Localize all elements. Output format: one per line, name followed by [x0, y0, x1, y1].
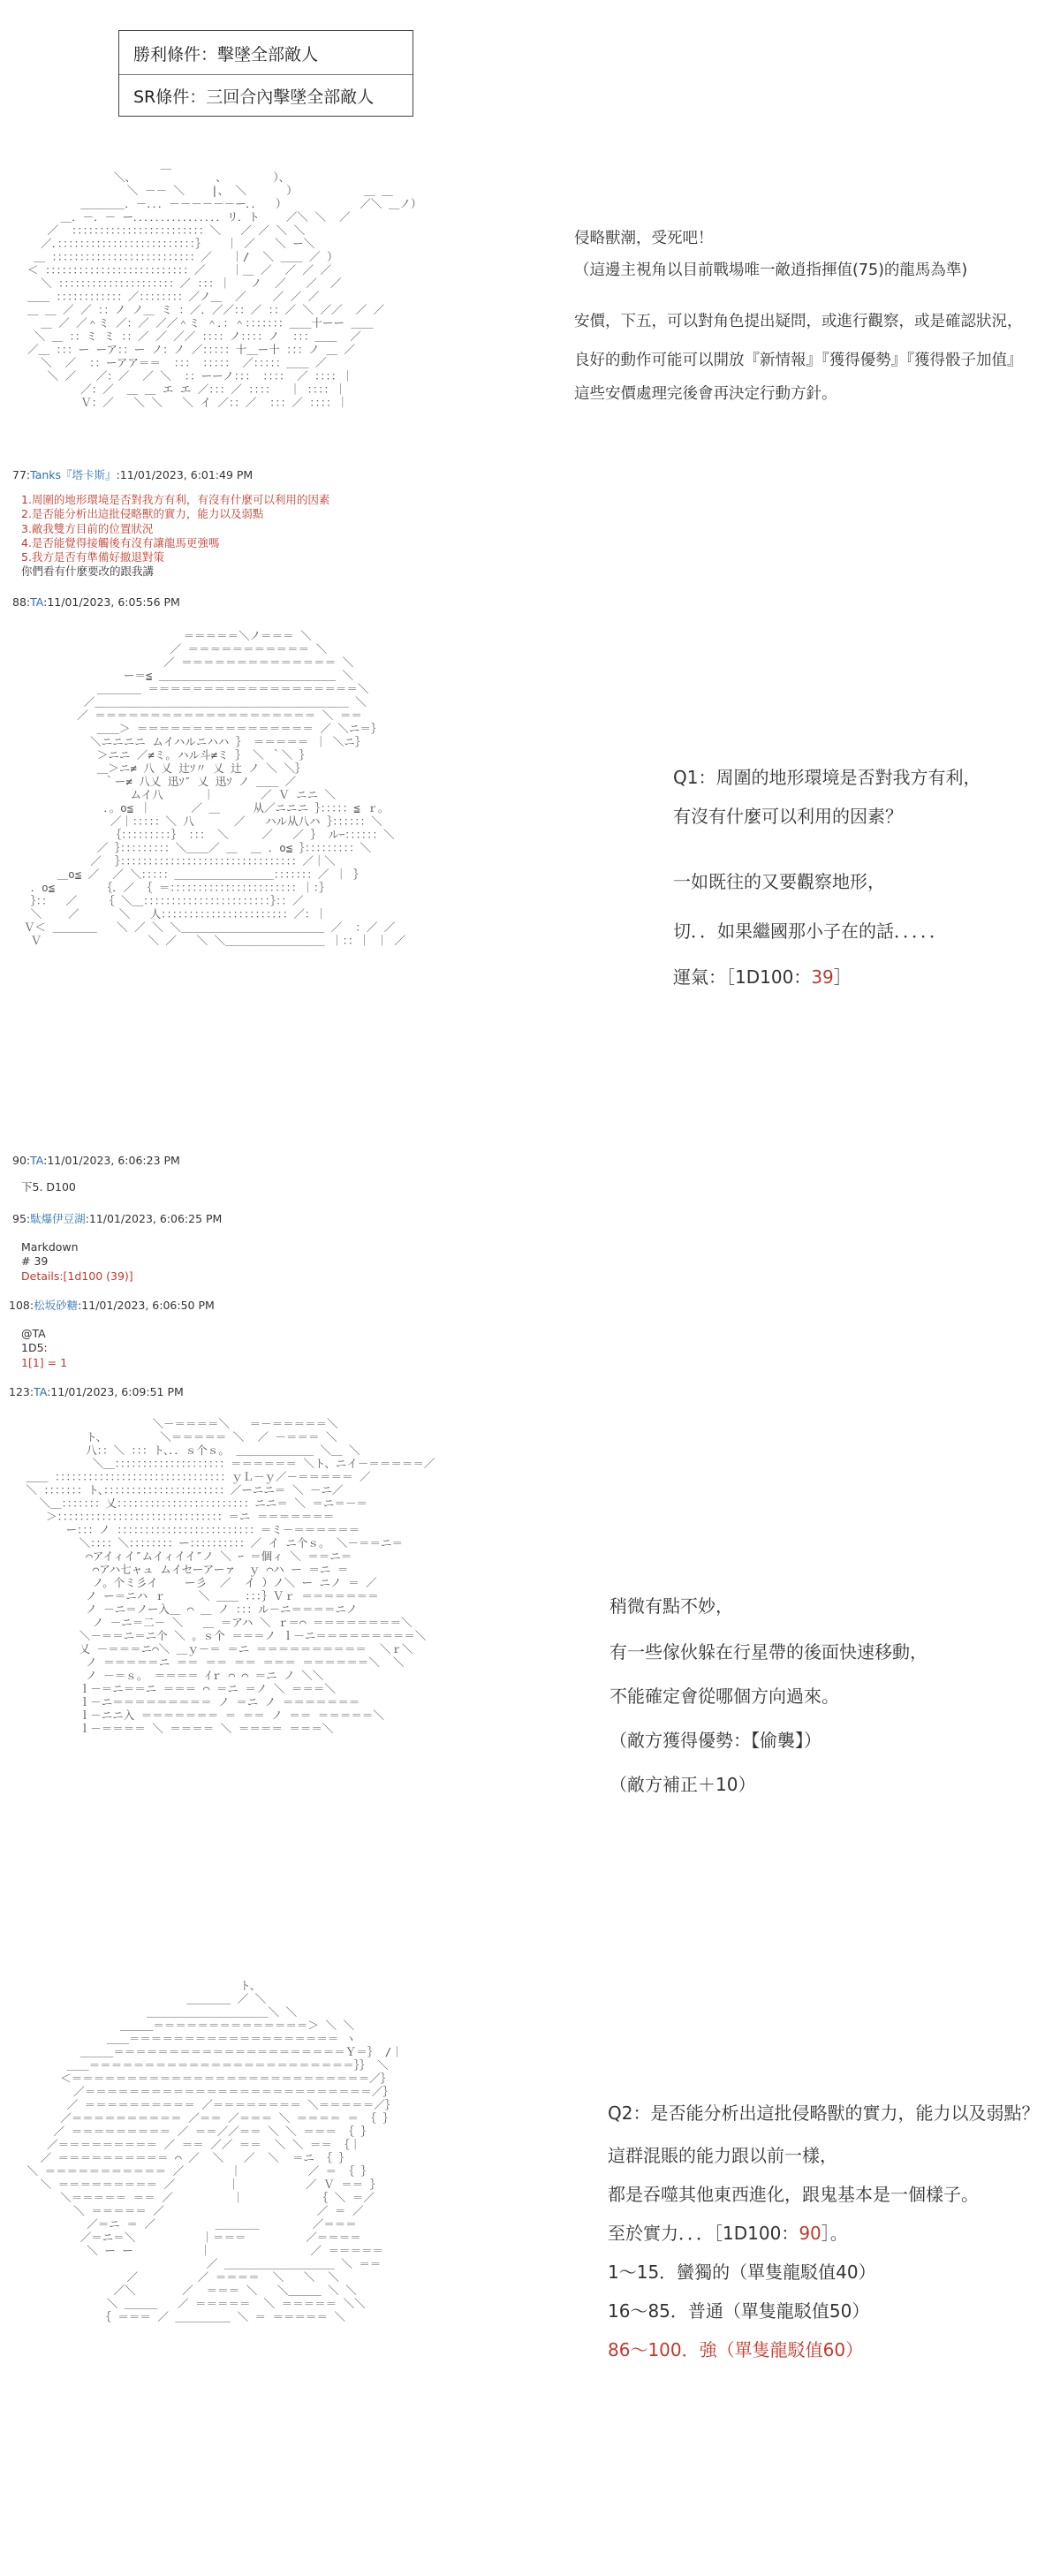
- post-timestamp: :11/01/2023, 6:06:23 PM: [43, 1154, 180, 1167]
- scene2-line-1: 稍微有點不妙，: [610, 1595, 733, 1617]
- post-line: @TA: [21, 1327, 46, 1340]
- conditions-box: [118, 30, 413, 117]
- roll-value: 39: [811, 966, 834, 988]
- post-timestamp: :11/01/2023, 6:06:50 PM: [78, 1299, 215, 1312]
- poster-name-link[interactable]: TA: [34, 1385, 48, 1398]
- scene2-line-3: 不能確定會從哪個方向過來。: [610, 1686, 839, 1707]
- intro-line-3: 安價，下五，可以對角色提出疑問，或進行觀察，或是確認狀況，: [574, 313, 1023, 330]
- roll-end: ］: [833, 966, 852, 988]
- scene2-line-2: 有一些傢伙躲在行星帶的後面快速移動，: [610, 1641, 928, 1663]
- post-line: 1D5:: [21, 1341, 48, 1355]
- post-number: 95:: [12, 1212, 31, 1225]
- post-line: # 39: [21, 1254, 49, 1269]
- post-line: Markdown: [21, 1240, 79, 1254]
- post-number: 108:: [9, 1299, 34, 1312]
- poster-name-link[interactable]: 駄爆伊豆湖: [30, 1212, 86, 1225]
- q1-line-1: 一如既往的又要觀察地形，: [673, 871, 885, 892]
- post-number: 123:: [9, 1385, 34, 1398]
- post-header-90: [12, 1154, 180, 1167]
- post-number: 90:: [12, 1154, 31, 1167]
- ascii-art-dragon: ＿ ＼、 、 ）、 ＼ －－ ＼ |、 ＼ ） ＿ ＿ ＿＿＿＿．－．．．－－－－－－ー．． ） ／＼ ＿ノ） ＿．－．－ ー．．．．．．．．．．．．．．．．リ．ト ／＼ ＼ ／ ／ ：：：：：：：：：：：：：：：：：：：：：：：：＼ ／ ／ ＼ ＼ ／．：：：：：：：：：：：：：：：：：：：：：：：：：｝ ｜ ／ ＼ ー＼ ＿ ：：：：：：：：：：：：：：：：：：：：：：：：：：／ ｜/ ＼ ＿＿ ／ ） ＜ ：：：：：：：：：：：：：：：：：：：：：：：：：：／ ｜＿ ／ ／ ／ ／ ＼ ：：：：：：：：：：：：：：：：：：：：：／ ：：：｜ ノ ／ ／ ／ ＿＿ ：：：：：：：：：：：：／：：：：：：：：／ノ＿ ／ ／ ／ ／ ＿ ＿ ／ ／ ：：ノ ノ＿ ミ ：／．／／：：／ ：：／ ＼ ／／ ／ ／ ＿ ／ ／＾ミ ／：／ ／／＾ミ ＾．：＾：：：：：：：＿＿十ーー ＿＿ ＼ ＿ ：：ミ ミ ：：／ ／ ／／ ：：：：ノ：：：：ノ ：：：＿＿ ／ ／＿ ：：：ー ーア：：ー ノ：ノ ／：：：：：十＿ー十 ：：：ノ ＿ ／ ＼ ／ ：：ーアア＝＝ ：：： ：：：：： ／：：：：：＿＿ ／ ＼ ／ ／：／ ／ ＼ ：：ーーノ：：： ：：：： ／ ：：：：｜ ／：／ ＿ ＿ エ エ ／：：：／ ：：：： ｜ ：：：：｜ Ｖ：／ ＼ ＼ ＼ イ ／：：／ ：：：／ ：：：：｜: [27, 157, 422, 409]
- post-body-77: [21, 493, 329, 580]
- intro-line-4: 良好的動作可能可以開放『新情報』『獲得優勢』『獲得骰子加值』: [574, 352, 1023, 369]
- scene2-line-5: （敵方補正＋10）: [610, 1774, 756, 1795]
- post-line: 1[1] = 1: [21, 1355, 68, 1369]
- post-timestamp: :11/01/2023, 6:06:25 PM: [85, 1212, 223, 1225]
- roll-label: 運氣：［1D100：: [673, 966, 812, 988]
- ascii-art-warrior: ＝＝＝＝＝＼ノ＝＝＝ ＼ ／ ＝＝＝＝＝＝＝＝＝＝＝ ＼ ／ ＝＝＝＝＝＝＝＝＝＝＝＝＝＝ ＼ ー＝≦ ＿＿＿＿＿＿＿＿＿＿＿＿＿＿＿＿ ＼ ＿＿＿＿ ＝＝＝＝＝＝＝＝＝＝＝＝＝＝＝＝＝＝＝＼ ／＿＿＿＿＿＿＿＿＿＿＿＿＿＿＿＿＿＿＿＿＿＿＿ ＼ ／ ＝＝＝＝＝＝＝＝＝＝＝＝＝＝＝＝＝＝＝＝ ＼ ＝＝ ＿＿＞ ＝＝＝＝＝＝＝＝＝＝＝＝＝＝＝＝ ／ ＼ニ＝｝ ＼ニニニニ ムイハルニハハ ｝ ＝＝＝＝＝ ｜ ＼ニ｝ ＞ニニ ／≠ミ｡ ハル斗≠ミ ｝ ＼ ｀＼ ｝ ＿＞ニ≠ 八 乂 辻ｿ〃 乂 辻 ノ ＼ ＼｝ ｀ー≠ 八乂 迅ｿ″ 乂 迅ｿ ノ ＿＿ ／ ムイ八 ｜ ／ Ｖ ニニ ＼ ．。o≦ ｜ ／ ＿ 从／ニニニ ｝：：：：：≦ ｒ。 ／｜：：：：：＼ 八 ／ ハル从八ハ ｝：：：：：：＼ ｛：：：：：：：：：｝ ：：： ＼ ／ ／ ｝ ルｰ：：：：：：＼ ／ ｝：：：：：：：：：＼＿＿／ ＿ ＿ ．o≦ ｝：：：：：：：：：＼ ／ ｝：：：：：：：：：：：：：：：：：：：：：：：：：：：：：：：：／｜＼ ＿o≦ ／ ／ ＼：：：：：＿＿＿＿＿＿＿＿＿：：：：：：：／ ｜ ｝ ．o≦ ｛．／ ｛ ＝：：：：：：：：：：：：：：：：：：：：：：：｜：｝ ｝：： ／ ｛ ＼＿：：：：：：：：：：：：：：：：：：：：：：：｝：：／ ＼ ／ ＼ 人：：：：：：：：：：：：：：：：：：：：：：：／：｜ Ｖ＜ ＿＿＿＿ ＼ ／ ＼ ＼＿＿＿＿＿＿＿＿＿＿＿＿＿ ／ ：／ ／ Ｖ ＼ ／ ＼ ＼＿＿＿＿＿＿＿＿＿ ｜：：｜ ｜ ／: [24, 629, 405, 947]
- q1-roll: [673, 965, 852, 989]
- post-line: Details:[1d100 (39)]: [21, 1269, 133, 1283]
- post-timestamp: :11/01/2023, 6:05:56 PM: [43, 595, 180, 609]
- post-line: 2.是否能分析出這批侵略獸的實力，能力以及弱點: [21, 507, 264, 521]
- intro-line-2: （這邊主視角以目前戰場唯一敵逍指揮值(75)的龍馬為準): [574, 261, 968, 279]
- post-header-77: [12, 466, 253, 482]
- poster-name-link[interactable]: Tanks『塔卡斯』: [30, 468, 117, 481]
- post-line: 1.周圍的地形環境是否對我方有利，有沒有什麼可以利用的因素: [21, 493, 330, 506]
- q1-title-2: 有沒有什麼可以利用的因素？: [673, 806, 903, 827]
- q2-tier-2: 16～85．普通（單隻龍駁值50）: [608, 2300, 870, 2322]
- roll-end: ］。: [821, 2223, 848, 2244]
- post-body-90: 下5. D100: [21, 1180, 76, 1193]
- intro-line-5: 這些安價處理完後會再決定行動方針。: [574, 385, 837, 403]
- q2-tier-1: 1～15．蠻獨的（單隻龍駁值40）: [608, 2262, 876, 2283]
- poster-name-link[interactable]: TA: [30, 595, 44, 609]
- post-line: 5.我方是否有準備好撤退對策: [21, 550, 164, 564]
- ascii-art-mech: ＼－＝＝＝＝＼ ＝－＝＝＝＝＝＼ ト、 ＼＝＝＝＝＝ ＼ ／ －＝＝＝ ＼ 八：：＼ ：：：ト、．．ｓ个ｓ。 ＿＿＿＿＿＿＿ ＼＿ ＼ ＼＿：：：：：：：：：：：：：：：：：：：：＝＝＝＝＝＝ ＼ト、ニイ－＝＝＝＝＝／ ＿＿ ：：：：：：：：：：：：：：：：：：：：：：：：：：：：：：：ｙＬ－ｙ／－＝＝＝＝＝ ／ ＼ ：：：：：：：ト、：：：：：：：：：：：：：：：：：：：：：：／ーニニ＝ ＼ －ニ／ ＼＿：：：：：：：乂：：：：：：：：：：：：：：：：：：：：：：：：ニニ＝ ＼ ＝ニ＝－＝ ＞：：：：：：：：：：：：：：：：：：：：：：：：：：：：：：＝ニ ＝＝＝＝＝＝＝ ー：：：ノ ：：：：：：：：：：：：：：：：：：：：：：：：：＝ミ－＝＝＝＝＝＝ ＼：：：：＼：：：：：：：：ー：：：：：：：：：：／ イ ニ个ｓ。 ＼－＝＝ニ＝ ⌒アイィイ″ムイィイイ″ノ ＼ ｰ ＝個ィ ＼ ＝＝ニ＝ ⌒アハ七ャュ ムイセーアーァ ｙ ⌒ハ ー ＝ニ ＝ ノ。个ミ彡イ ー彡 ／ イ ）ノ＼ ー ニノ ＝ ／ ノ ー＝ニハ ｒ ＼ ＿＿ ：：：｝Ｖｒ ＝＝＝＝＝＝＝ ノ －ニ＝ノー入＿ ⌒ ＿ ノ ：：：ル－ニ＝＝＝＝ニノ ノ －ニ＝二－ ＼ ＿ ＝アハ ＼ ｒ＝⌒ ＝＝＝＝＝＝＝＝＼ ＼－＝＝ニ＝ニ个 ＼ 。ｓ个 ＝＝＝ノ ｌ－ニ＝＝＝＝＝＝＝＝＝＼ 乂 －＝＝＝ニ⌒＼ ＿ｙ－＝ ＝ニ ＝＝＝＝＝＝＝＝＝＝ ＼ｒ＼ ノ ＝＝＝＝＝ニ ＝＝ ＝＝ ＝＝ ＝＝＝ ＝＝＝＝＝＝＼ ＼ ノ －＝ｓ。 ＝＝＝＝ ｲｒ ⌒ ⌒ ＝ニ ノ ＼＼ ｌ－＝ニ＝＝ニ ＝＝＝ ⌒ ＝ニ ＝ノ ＼ ＝＝＝＼ ｌ－ニ＝＝＝＝＝＝＝＝＝ ノ ＝ニ ノ ＝＝＝＝＝＝＝ ｌ－ニニ入 ＝＝＝＝＝＝＝ ＝ ＝＝ ノ ＝＝ ＝＝＝＝＝＼ ｌ－＝＝＝＝ ＼ ＝＝＝＝ ＼ ＝＝＝＝ ＝＝＝＼: [26, 1417, 435, 1735]
- q2-line-2: 都是吞噬其他東西進化，跟鬼基本是一個樣子。: [608, 2184, 979, 2205]
- poster-name-link[interactable]: 松坂砂糖: [34, 1299, 79, 1312]
- post-header-108: [9, 1297, 215, 1313]
- post-header-88: [12, 595, 180, 609]
- divider: [119, 74, 413, 75]
- q2-line-1: 這群混賬的能力跟以前一樣，: [608, 2145, 837, 2166]
- post-timestamp: :11/01/2023, 6:09:51 PM: [47, 1385, 184, 1398]
- q2-roll: [608, 2221, 848, 2246]
- roll-value: 90: [799, 2223, 822, 2244]
- q2-title: Q2：是否能分析出這批侵略獸的實力，能力以及弱點？: [608, 2102, 1040, 2124]
- roll-label: 至於實力．．．［1D100：: [608, 2223, 799, 2244]
- post-number: 88:: [12, 595, 31, 609]
- ascii-art-face: ト、 ＿＿＿＿ ／ ＼ ＿＿＿＿＿＿＿＿＿＿＿＼ ＼ ＿＿＿＝＝＝＝＝＝＝＝＝＝＝＝＝＝＞ ＼ ＼ ＿＿＝＝＝＝＝＝＝＝＝＝＝＝＝＝＝＝＝＝＝ ヽ ＿＿＿＝＝＝＝＝＝＝＝＝＝＝＝＝＝＝＝＝＝＝＝＝Ｙ＝｝ /｜ ＿＿＝＝＝＝＝＝＝＝＝＝＝＝＝＝＝＝＝＝＝＝＝＝＝＝｝｝ ＼ ＜＝＝＝＝＝＝＝＝＝＝＝＝＝＝＝＝＝＝＝＝＝＝＝＝＝＝＝／｝ ／＝＝＝＝＝＝＝＝＝＝＝＝＝＝＝＝＝＝＝＝＝＝＝＝＝＝／｝ ／ ＝＝＝＝＝＝＝＝＝＝ ／＝＝＝＝＝＝＝＝ ＼＝＝＝＝＝／｝ ／＝＝＝＝＝＝＝＝＝＝ ／＝＝ ／＝＝＝ ＼ ＝＝＝＝ ＝ ｛ ｝ ／ ＝＝＝＝＝＝＝＝＝ ／ ＝＝／／＝＝ ＼ ＼ ＝＝＝ ｛ ｝ ／＝＝＝＝＝＝＝＝＝ ／ ＝＝ ／／ ＝＝ ＼ ＼ ＝＝ ｛｜ ／ ＝＝＝＝＝＝＝＝＝＝ ⌒ ／ ＼ ／ ＼ ＝ニ ｛ ｝ ＼ ＝＝＝＝＝＝＝＝＝＝＝ ／ ｜ ／ ＝ ｛ ｝ ＼ ＝＝＝＝＝＝＝＝＝ ／ ｜ ／ Ｖ ＝＝ ｝ ＼＝＝＝＝＝ ＝＝ ／ ｜ ｛ ＼ ＝／ ＼ ＝＝＝＝＝ ／ ／ ＝ ／ ／＝ニ ＝ ／ ＿＿＿＿ ／＝＝＝ ／＝ニ＝＼ ｜＝＝＝ ／＝＝＝＝ ＼ ー ー ｜ ／ ＝＝＝＝＝ ／ ＿＿＿＿＿＿＿＿＿＿ ＼ ＝＝ ／ ／ ＝＝＝＝ ＼ ＼ ＼ ／＼ ／ ＝＝＝ ＼ ＼＿＿＿ ＼ ＼ ＼ ＿＿＿ ／ ＝＝＝＝＝ ＼ ＝＝＝＝＝ ＼＼ ｛ ＝＝＝ ／ ＿＿＿＿＿ ＼ ＝ ＝＝＝＝＝ ＼: [26, 1979, 403, 2323]
- post-line: 你們看有什麼要改的跟我講: [21, 564, 155, 579]
- intro-line-1: 侵略獸潮，受死吧！: [574, 230, 714, 247]
- scene2-line-4: （敵方獲得優勢：【偷襲】）: [610, 1730, 822, 1751]
- victory-condition: 勝利條件：擊墜全部敵人: [133, 45, 319, 64]
- post-line: 3.敵我雙方目前的位置狀況: [21, 521, 154, 535]
- post-header-123: [9, 1385, 184, 1398]
- q1-line-2: 切．．如果繼國那小子在的話．．．．．: [673, 921, 947, 942]
- sr-condition: SR條件：三回合內擊墜全部敵人: [133, 87, 375, 107]
- post-body-108: [21, 1327, 67, 1370]
- post-line: 4.是否能覺得接觸後有沒有讓龍馬更強嗎: [21, 535, 220, 549]
- post-body-95: [21, 1240, 133, 1284]
- post-number: 77:: [12, 468, 31, 481]
- q1-title-1: Q1：周圍的地形環境是否對我方有利，: [673, 767, 981, 788]
- q2-tier-3: 86～100．強（單隻龍駁值60）: [608, 2339, 864, 2360]
- poster-name-link[interactable]: TA: [30, 1154, 44, 1167]
- post-timestamp: :11/01/2023, 6:01:49 PM: [116, 468, 254, 481]
- post-header-95: [12, 1210, 222, 1226]
